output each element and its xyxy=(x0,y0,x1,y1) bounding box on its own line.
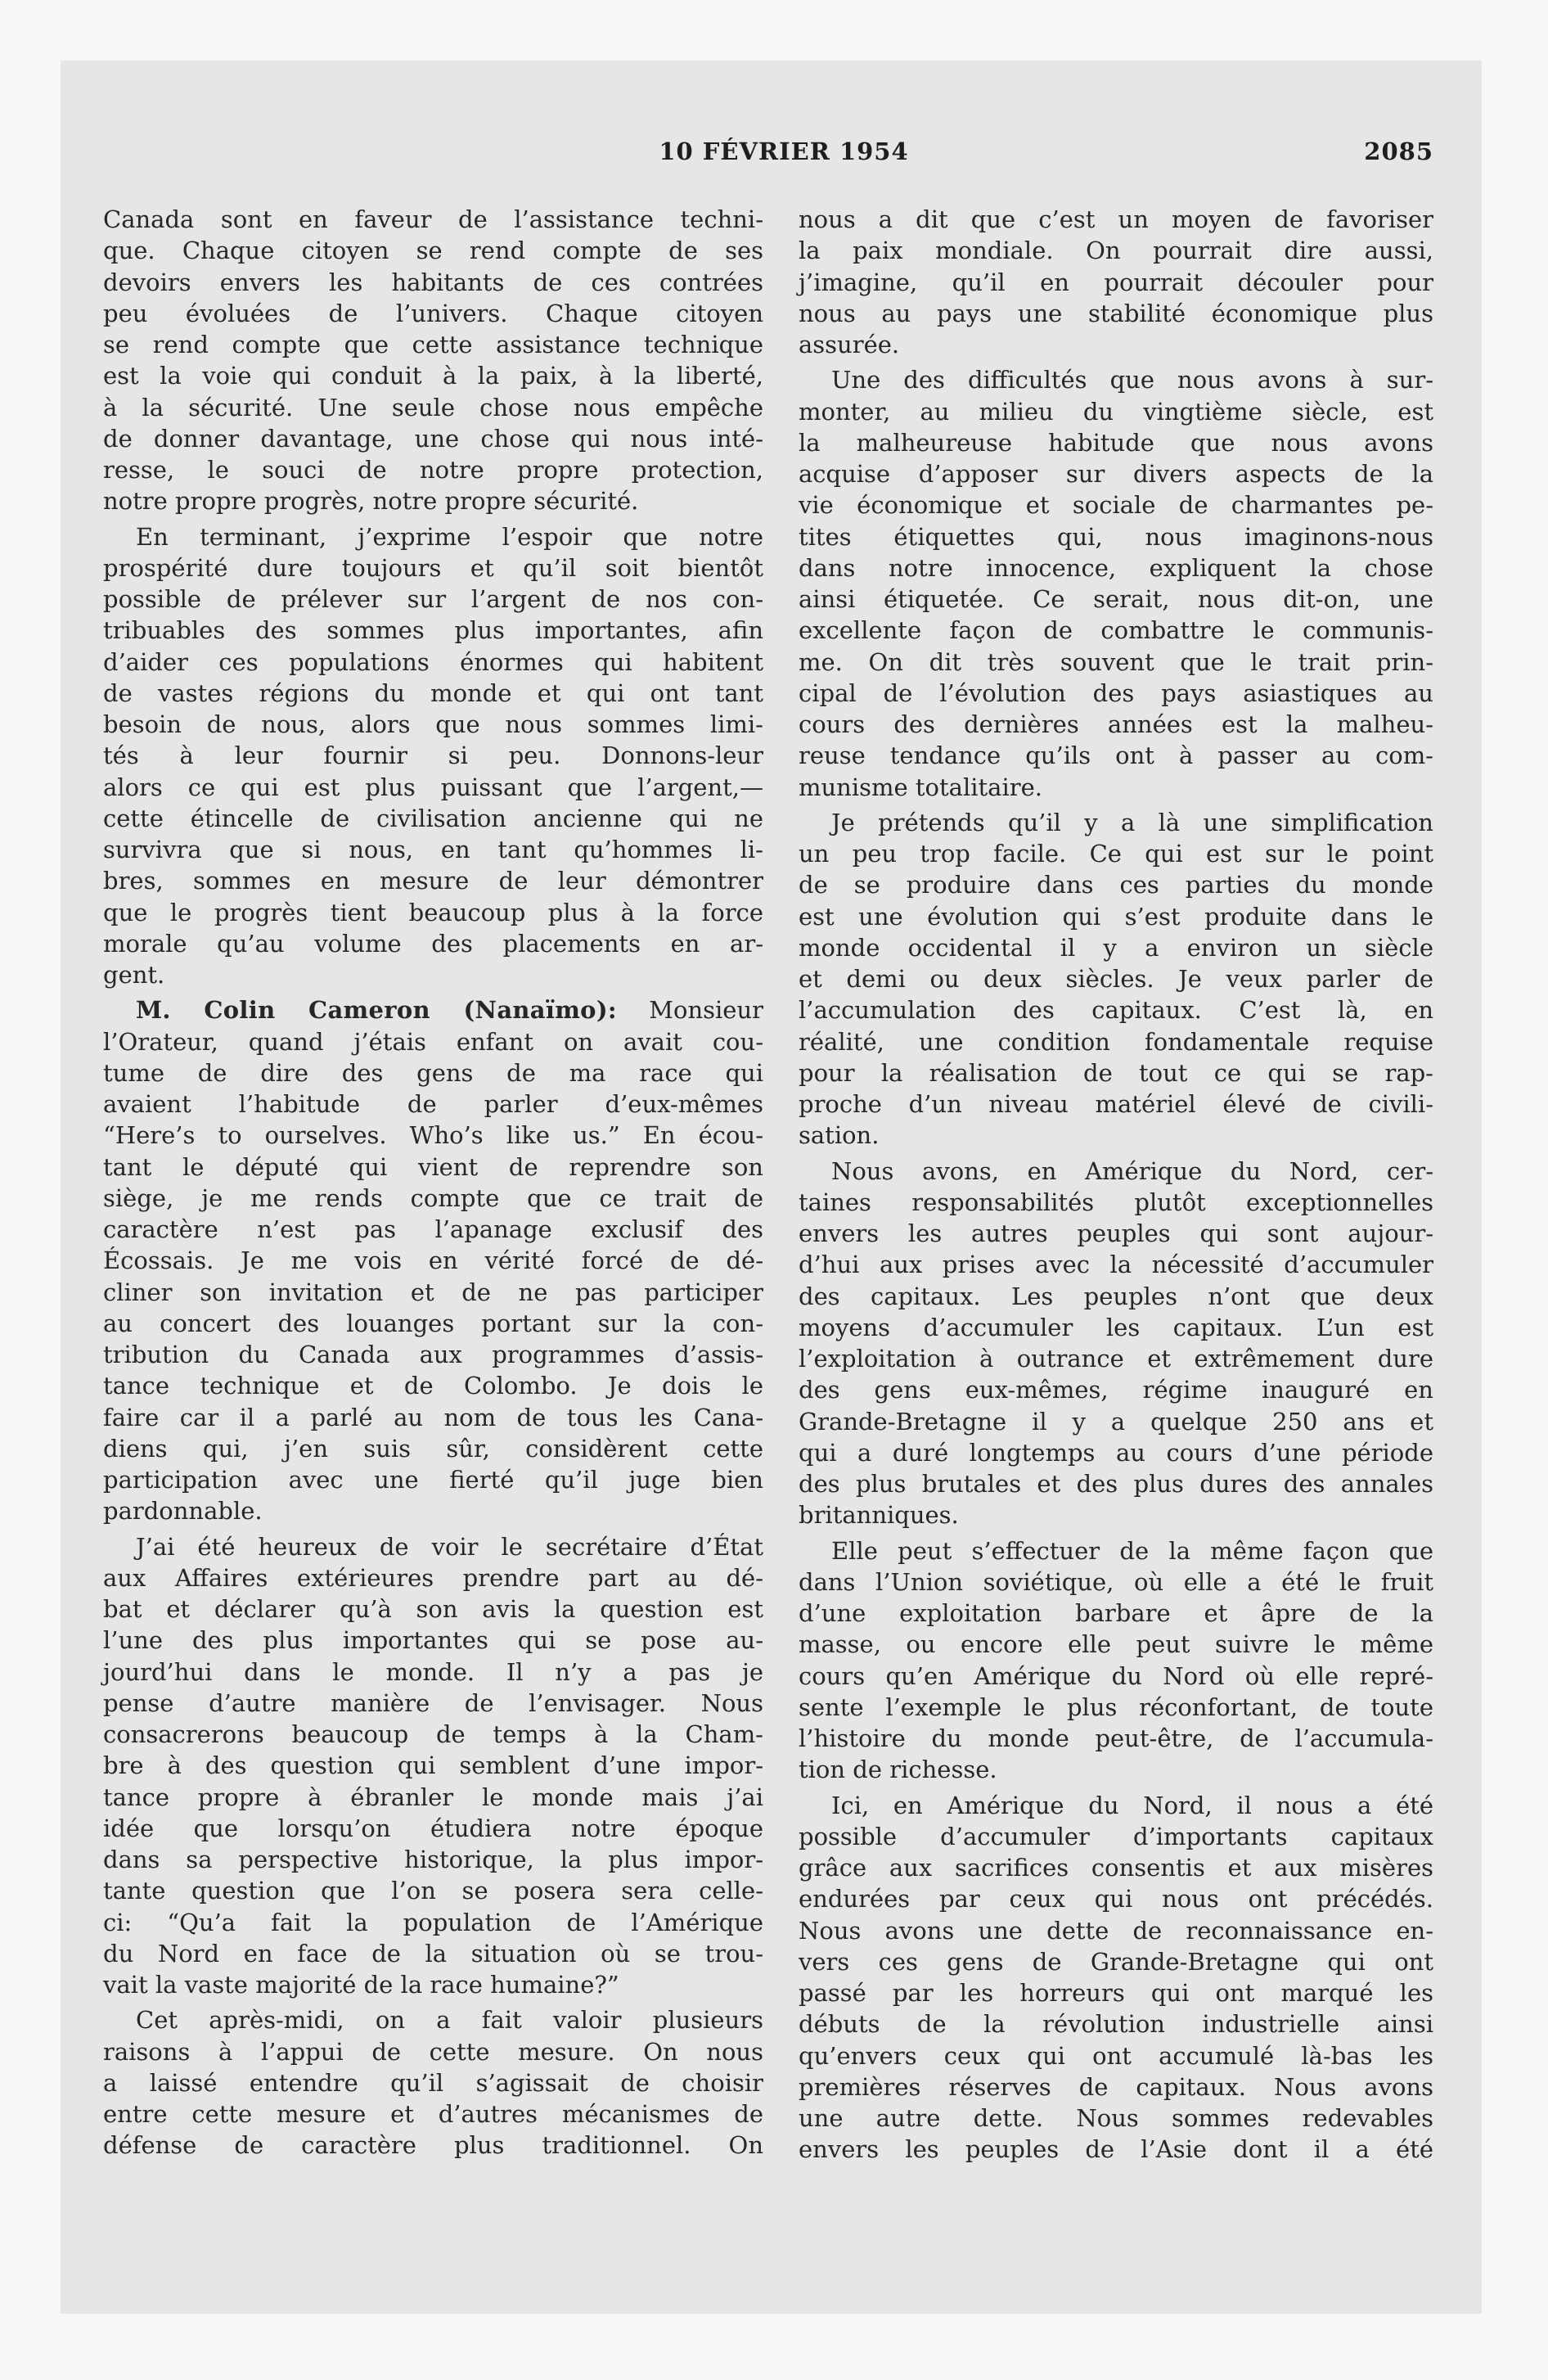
paragraph xyxy=(103,994,763,1526)
text-line: survivra que si nous, en tant qu’hommes li- xyxy=(103,836,763,863)
text-line: Une des difficultés que nous avons à sur- xyxy=(831,366,1433,394)
text-line: jourd’hui dans le monde. Il n’y a pas je xyxy=(103,1657,763,1686)
text-line: peu évoluées de l’univers. Chaque citoyen xyxy=(103,299,763,327)
text-line: excellente façon de combattre le communis- xyxy=(799,616,1433,645)
paragraph xyxy=(103,2004,763,2161)
paragraph xyxy=(103,521,763,991)
text-line: masse, ou encore elle peut suivre le même xyxy=(799,1630,1433,1659)
text-line: d’aider ces populations énormes qui habitent xyxy=(103,647,763,676)
paragraph xyxy=(799,1156,1433,1531)
text-line: notre propre progrès, notre propre sécurité. xyxy=(103,487,639,516)
paragraph xyxy=(103,1531,763,2001)
text-line: est une évolution qui s’est produite dans le xyxy=(799,902,1433,931)
text-line: prospérité dure toujours et qu’il soit bientôt xyxy=(103,553,763,582)
text-line: à la sécurité. Une seule chose nous empêche xyxy=(103,393,763,421)
text-line: tribuables des sommes plus importantes, afin xyxy=(103,616,763,645)
page-number: 2085 xyxy=(1364,137,1433,165)
text-line: dans sa perspective historique, la plus impor- xyxy=(103,1846,763,1873)
text-line: premières réserves de capitaux. Nous avons xyxy=(799,2072,1433,2101)
text-line: des plus brutales et des plus dures des annales xyxy=(799,1470,1433,1498)
paragraph xyxy=(799,1790,1433,2166)
text-line: pense d’autre manière de l’envisager. Nous xyxy=(103,1688,763,1717)
text-line: l’exploitation à outrance et extrêmement dure xyxy=(799,1345,1433,1373)
text-line: nous au pays une stabilité économique plus xyxy=(799,299,1433,327)
paragraph xyxy=(103,204,763,517)
speaker-name: M. Colin Cameron (Nanaïmo): xyxy=(136,996,617,1025)
text-line: endurées par ceux qui nous ont précédés. xyxy=(799,1885,1433,1913)
text-line: idée que lorsqu’on étudiera notre époque xyxy=(103,1814,763,1842)
text-line: munisme totalitaire. xyxy=(799,773,1042,801)
text-line: se rend compte que cette assistance technique xyxy=(103,331,763,358)
text-line: J’ai été heureux de voir le secrétaire d’État xyxy=(136,1532,763,1561)
text-line: qui a duré longtemps au cours d’une période xyxy=(799,1438,1433,1467)
text-line: envers les autres peuples qui sont aujour- xyxy=(799,1219,1433,1247)
text-line: de se produire dans ces parties du monde xyxy=(799,871,1433,899)
text-line: dans notre innocence, expliquent la chose xyxy=(799,553,1433,582)
text-line: que le progrès tient beaucoup plus à la force xyxy=(103,898,763,926)
text-line: des capitaux. Les peuples n’ont que deux xyxy=(799,1282,1433,1310)
text-line: En terminant, j’exprime l’espoir que notre xyxy=(136,522,763,551)
text-line: Nous avons, en Amérique du Nord, cer- xyxy=(831,1156,1433,1185)
text-line xyxy=(103,994,763,1025)
text-line: l’Orateur, quand j’étais enfant on avait cou- xyxy=(103,1027,763,1056)
text-line: participation avec une fierté qu’il juge bien xyxy=(103,1466,763,1494)
text-line: cette étincelle de civilisation ancienne qui ne xyxy=(103,804,763,832)
text-line: réalité, une condition fondamentale requise xyxy=(799,1027,1433,1056)
text-line: de donner davantage, une chose qui nous inté- xyxy=(103,424,763,453)
text-line: resse, le souci de notre propre protection, xyxy=(103,456,763,484)
text-line: Écossais. Je me vois en vérité forcé de dé- xyxy=(103,1246,763,1275)
text-line: tribution du Canada aux programmes d’assis- xyxy=(103,1341,763,1368)
text-line: au concert des louanges portant sur la con- xyxy=(103,1309,763,1337)
text-line: Nous avons une dette de reconnaissance en- xyxy=(799,1916,1433,1945)
text-line: britanniques. xyxy=(799,1501,959,1530)
text-line: pour la réalisation de tout ce qui se rap- xyxy=(799,1058,1433,1087)
header-date: 10 FÉVRIER 1954 xyxy=(659,137,909,165)
text-line: Elle peut s’effectuer de la même façon que xyxy=(831,1536,1433,1565)
text-line: siège, je me rends compte que ce trait de xyxy=(103,1183,763,1212)
text-line: défense de caractère plus traditionnel. On xyxy=(103,2131,763,2160)
text-line: la malheureuse habitude que nous avons xyxy=(799,428,1433,457)
text-line: l’histoire du monde peut-être, de l’accumula- xyxy=(799,1724,1433,1752)
text-line: débuts de la révolution industrielle ainsi xyxy=(799,2010,1433,2039)
text-line: a laissé entendre qu’il s’agissait de choisir xyxy=(103,2068,763,2097)
text-line: entre cette mesure et d’autres mécanismes de xyxy=(103,2100,763,2128)
text-line: tance technique et de Colombo. Je dois le xyxy=(103,1372,763,1400)
paragraph xyxy=(799,204,1433,360)
text-line: pardonnable. xyxy=(103,1497,263,1526)
text-line: besoin de nous, alors que nous sommes limi- xyxy=(103,710,763,738)
text-line: que. Chaque citoyen se rend compte de ses xyxy=(103,237,763,265)
text-line: raisons à l’appui de cette mesure. On nous xyxy=(103,2037,763,2066)
text-line: diens qui, j’en suis sûr, considèrent cette xyxy=(103,1434,763,1463)
text-line: assurée. xyxy=(799,331,900,358)
text-line: cours des dernières années est la malheu- xyxy=(799,710,1433,738)
paragraph xyxy=(799,1535,1433,1786)
text-line: l’accumulation des capitaux. C’est là, en xyxy=(799,996,1433,1025)
text-line: est la voie qui conduit à la paix, à la liberté, xyxy=(103,362,763,390)
text-line: monde occidental il y a environ un siècle xyxy=(799,933,1433,962)
text-line: avaient l’habitude de parler d’eux-mêmes xyxy=(103,1090,763,1118)
text-line: la paix mondiale. On pourrait dire aussi, xyxy=(799,237,1433,265)
text-line: acquise d’apposer sur divers aspects de la xyxy=(799,460,1433,488)
right-column xyxy=(799,204,1433,2166)
left-column xyxy=(103,204,763,2161)
text-line: bres, sommes en mesure de leur démontrer xyxy=(103,867,763,895)
text-line: vers ces gens de Grande-Bretagne qui ont xyxy=(799,1947,1433,1976)
text-line: Je prétends qu’il y a là une simplification xyxy=(831,808,1433,836)
text-line: cliner son invitation et de ne pas participer xyxy=(103,1278,763,1306)
text-line: proche d’un niveau matériel élevé de civili- xyxy=(799,1090,1433,1118)
text-line: alors ce qui est plus puissant que l’argent,— xyxy=(103,773,763,801)
text-line: consacrerons beaucoup de temps à la Cham- xyxy=(103,1720,763,1748)
text-line: tion de richesse. xyxy=(799,1756,997,1784)
text-line: cipal de l’évolution des pays asiastiques au xyxy=(799,678,1433,707)
text-line: tés à leur fournir si peu. Donnons-leur xyxy=(103,741,763,770)
text-line: et demi ou deux siècles. Je veux parler de xyxy=(799,965,1433,993)
text-line: d’hui aux prises avec la nécessité d’accumuler xyxy=(799,1251,1433,1279)
text-line: bat et déclarer qu’à son avis la question est xyxy=(103,1595,763,1623)
text-line: Cet après-midi, on a fait valoir plusieurs xyxy=(136,2006,763,2035)
text-line: vait la vaste majorité de la race humaine?” xyxy=(103,1971,619,1999)
text-line: dans l’Union soviétique, où elle a été le fruit xyxy=(799,1567,1433,1596)
text-line: Ici, en Amérique du Nord, il nous a été xyxy=(831,1791,1433,1819)
text-line: des gens eux-mêmes, régime inauguré en xyxy=(799,1376,1433,1404)
text-line: grâce aux sacrifices consentis et aux misères xyxy=(799,1854,1433,1882)
text-line: d’une exploitation barbare et âpre de la xyxy=(799,1599,1433,1627)
text-line: tume de dire des gens de ma race qui xyxy=(103,1058,763,1087)
text-line: ainsi étiquetée. Ce serait, nous dit-on, une xyxy=(799,585,1433,613)
text-line: tant le député qui vient de reprendre son xyxy=(103,1152,763,1181)
text-line: taines responsabilités plutôt exceptionnelles xyxy=(799,1188,1433,1216)
text-line: de vastes régions du monde et qui ont tant xyxy=(103,678,763,707)
text-line: une autre dette. Nous sommes redevables xyxy=(799,2104,1433,2132)
text-line: reuse tendance qu’ils ont à passer au com- xyxy=(799,741,1433,770)
text-line: j’imagine, qu’il en pourrait découler pour xyxy=(799,268,1433,296)
text-line: bre à des question qui semblent d’une impor- xyxy=(103,1751,763,1780)
text-line: sation. xyxy=(799,1121,880,1150)
text-line-content: Monsieur xyxy=(649,996,763,1025)
text-line: morale qu’au volume des placements en ar- xyxy=(103,929,763,958)
text-line: moyens d’accumuler les capitaux. L’un est xyxy=(799,1313,1433,1341)
text-line: possible de prélever sur l’argent de nos con- xyxy=(103,585,763,613)
paragraph xyxy=(799,364,1433,803)
text-line: l’une des plus importantes qui se pose au- xyxy=(103,1626,763,1655)
text-line: qu’envers ceux qui ont accumulé là-bas les xyxy=(799,2041,1433,2070)
text-line: sente l’exemple le plus réconfortant, de toute xyxy=(799,1693,1433,1721)
paragraph xyxy=(799,807,1433,1152)
text-line: tance propre à ébranler le monde mais j’ai xyxy=(103,1783,763,1811)
text-line: gent. xyxy=(103,961,165,989)
text-line: tante question que l’on se posera sera celle- xyxy=(103,1877,763,1905)
text-line: devoirs envers les habitants de ces contrées xyxy=(103,268,763,296)
text-line: Canada sont en faveur de l’assistance techni- xyxy=(103,205,763,233)
text-line: envers les peuples de l’Asie dont il a été xyxy=(799,2135,1433,2164)
text-line: aux Affaires extérieures prendre part au dé- xyxy=(103,1563,763,1592)
text-line: possible d’accumuler d’importants capitaux xyxy=(799,1822,1433,1850)
text-line: caractère n’est pas l’apanage exclusif des xyxy=(103,1215,763,1243)
text-line: passé par les horreurs qui ont marqué les xyxy=(799,1979,1433,2007)
text-line: tites étiquettes qui, nous imaginons-nous xyxy=(799,522,1433,551)
text-line: un peu trop facile. Ce qui est sur le point xyxy=(799,840,1433,868)
text-line: “Here’s to ourselves. Who’s like us.” En écou- xyxy=(103,1121,763,1150)
text-line: me. On dit très souvent que le trait prin- xyxy=(799,647,1433,676)
text-line: monter, au milieu du vingtième siècle, est xyxy=(799,397,1433,426)
text-line: Grande-Bretagne il y a quelque 250 ans et xyxy=(799,1407,1433,1436)
text-line: ci: “Qu’a fait la population de l’Amérique xyxy=(103,1908,763,1936)
text-line: du Nord en face de la situation où se trou- xyxy=(103,1939,763,1968)
text-line: cours qu’en Amérique du Nord où elle repré- xyxy=(799,1661,1433,1690)
text-line: nous a dit que c’est un moyen de favoriser xyxy=(799,205,1433,233)
text-line: vie économique et sociale de charmantes pe- xyxy=(799,491,1433,520)
text-line: faire car il a parlé au nom de tous les Cana- xyxy=(103,1403,763,1431)
